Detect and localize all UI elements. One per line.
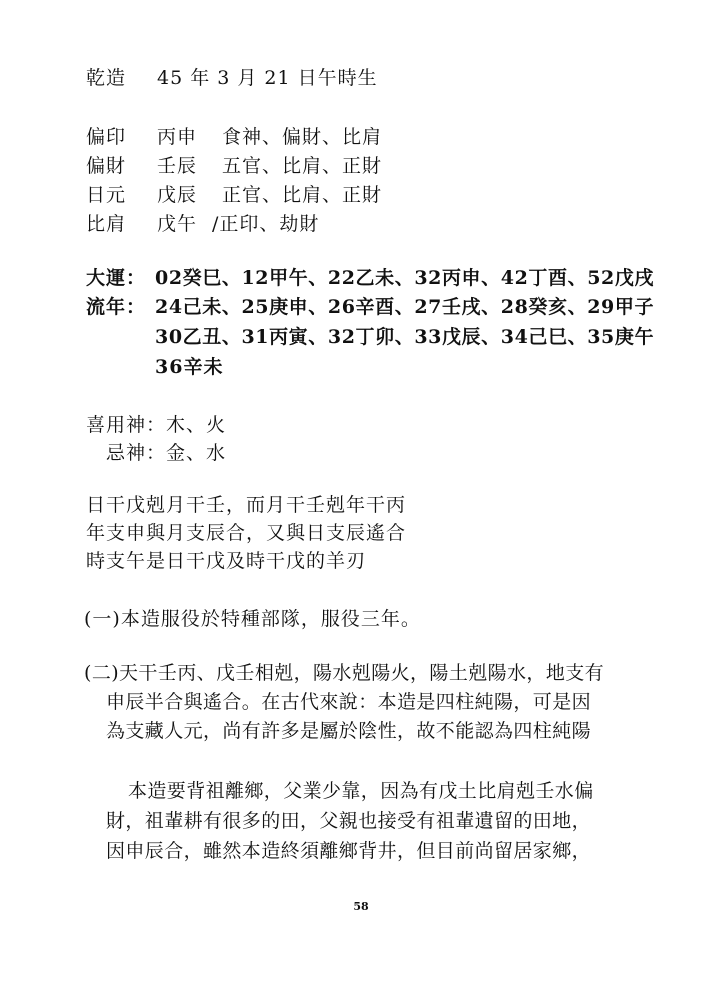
liunian-label: 流年： bbox=[86, 296, 147, 318]
point-2-line-1: (二)天干壬丙、戊壬相剋，陽水剋陽火，陽土剋陽水，地支有 bbox=[84, 662, 605, 684]
pillar-month: 壬辰 bbox=[157, 155, 198, 177]
birth-time: 45 年 3 月 21 日午時生 bbox=[157, 67, 378, 89]
pillar-day-god: 日元 bbox=[86, 184, 127, 206]
pillar-day-hidden: 正官、比肩、正財 bbox=[222, 184, 383, 206]
page-number: 58 bbox=[353, 900, 369, 913]
point-2-line-3: 為支藏人元，尚有許多是屬於陰性，故不能認為四柱純陽 bbox=[106, 720, 592, 742]
liunian-line-1: 24己未、25庚申、26辛酉、27壬戌、28癸亥、29甲子 bbox=[155, 296, 655, 318]
pillar-year: 丙申 bbox=[157, 126, 198, 148]
pillar-hour-god: 比肩 bbox=[86, 213, 127, 235]
point-1: (一)本造服役於特種部隊，服役三年。 bbox=[84, 608, 421, 630]
note-line-1: 日干戊剋月干壬，而月干壬剋年干丙 bbox=[86, 494, 407, 516]
point-2-line-2: 申辰半合與遙合。在古代來說：本造是四柱純陽，可是因 bbox=[106, 691, 592, 713]
liunian-line-3: 36辛未 bbox=[155, 356, 224, 378]
favorable-god: 喜用神：木、火 bbox=[86, 414, 227, 436]
pillar-month-hidden: 五官、比肩、正財 bbox=[222, 155, 383, 177]
dayun-label: 大運： bbox=[86, 267, 147, 289]
note-line-2: 年支申與月支辰合，又與日支辰遙合 bbox=[86, 522, 407, 544]
note-line-3: 時支午是日干戊及時干戊的羊刃 bbox=[86, 550, 367, 572]
liunian-line-2: 30乙丑、31丙寅、32丁卯、33戊辰、34己巳、35庚午 bbox=[155, 326, 655, 348]
paragraph-line-2: 財，祖輩耕有很多的田，父親也接受有祖輩遺留的田地， bbox=[106, 810, 592, 832]
avoid-god: 忌神：金、水 bbox=[106, 442, 227, 464]
pillar-year-god: 偏印 bbox=[86, 126, 127, 148]
pillar-day: 戊辰 bbox=[157, 184, 198, 206]
dayun-values: 02癸巳、12甲午、22乙未、32丙申、42丁酉、52戊戌 bbox=[155, 267, 655, 289]
paragraph-line-3: 因申辰合，雖然本造終須離鄉背井，但目前尚留居家鄉， bbox=[106, 840, 592, 862]
chart-label: 乾造 bbox=[86, 67, 127, 89]
pillar-hour-hidden: /正印、劫財 bbox=[212, 213, 320, 235]
pillar-year-hidden: 食神、偏財、比肩 bbox=[222, 126, 383, 148]
pillar-month-god: 偏財 bbox=[86, 155, 127, 177]
paragraph-line-1: 本造要背祖離鄉，父業少靠，因為有戊土比肩剋壬水偏 bbox=[128, 780, 594, 802]
pillar-hour: 戊午 bbox=[157, 213, 198, 235]
